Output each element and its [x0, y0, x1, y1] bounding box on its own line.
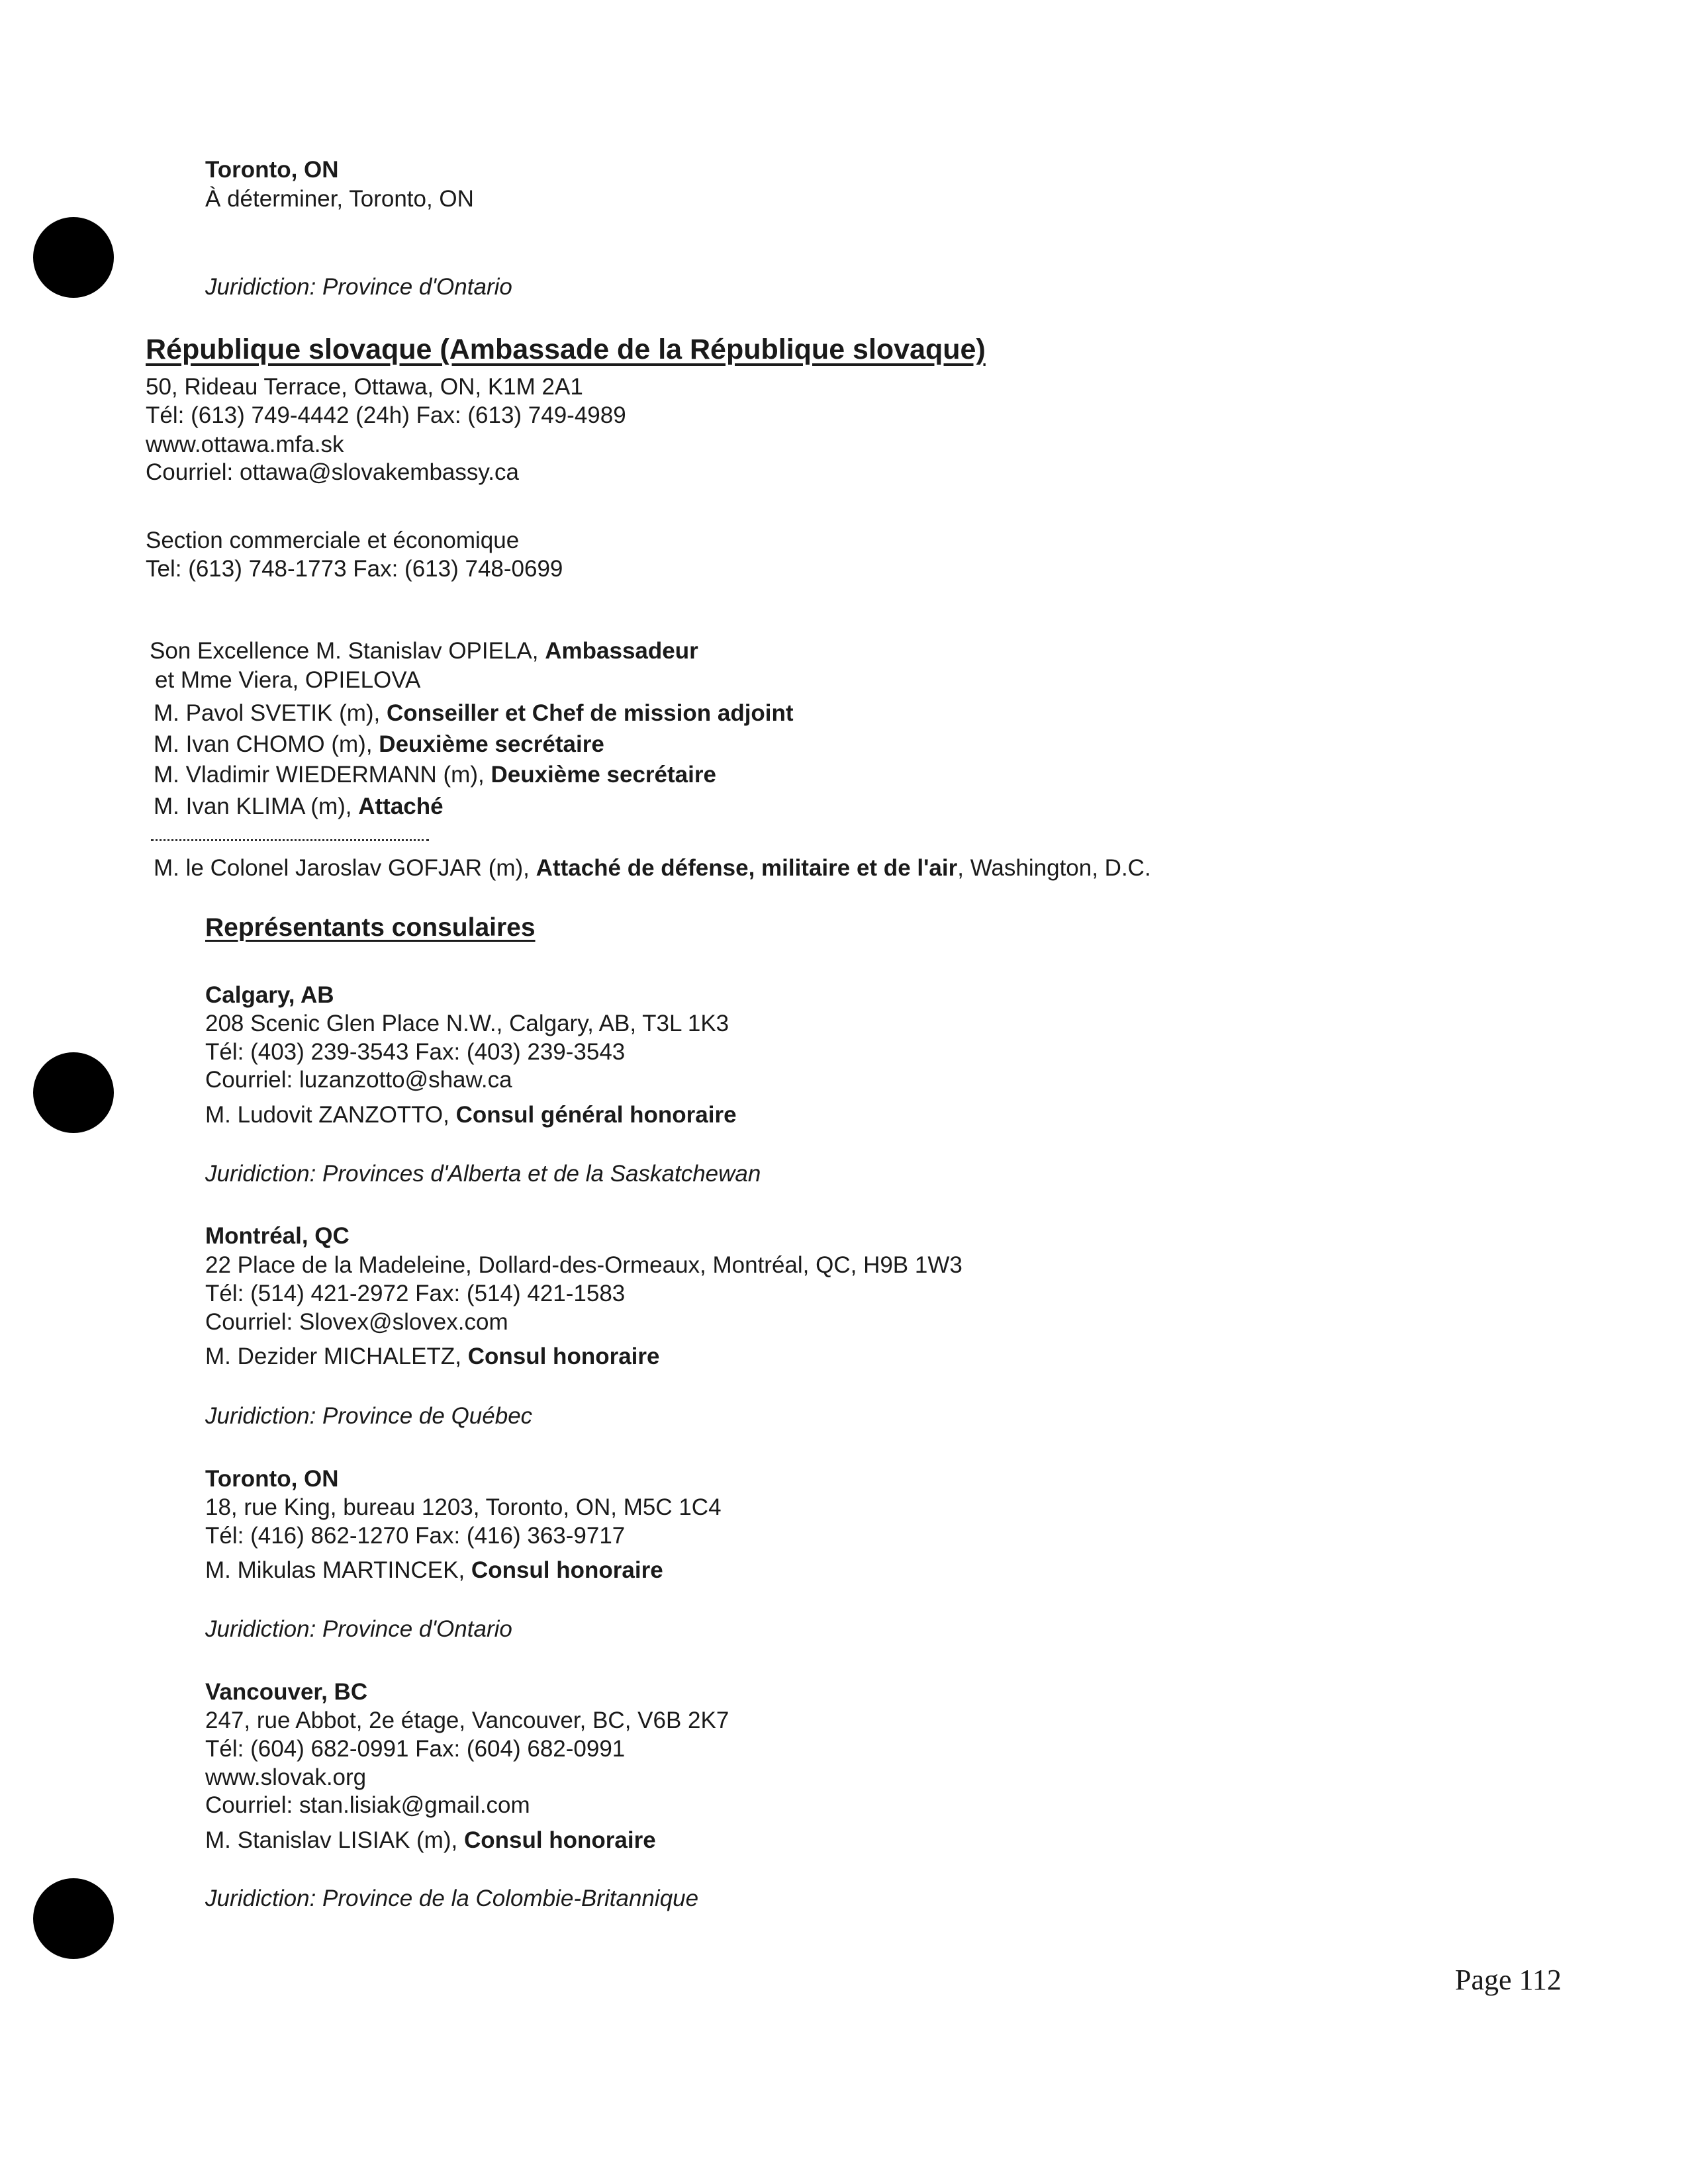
consulate-person: M. Mikulas MARTINCEK, — [205, 1557, 465, 1583]
punch-hole-bottom — [33, 1878, 114, 1959]
staff-name: M. Ivan CHOMO (m), — [154, 731, 373, 757]
staff-name: M. Pavol SVETIK (m), — [154, 700, 381, 726]
consulate-phone: Tél: (604) 682-0991 Fax: (604) 682-0991 — [205, 1736, 626, 1762]
consulate-title: Consul général honoraire — [455, 1102, 737, 1128]
staff-title: Deuxième secrétaire — [491, 762, 716, 788]
defense-attache-row — [154, 854, 1151, 883]
consulate-phone: Tél: (416) 862-1270 Fax: (416) 363-9717 — [205, 1523, 626, 1549]
consulate-city: Calgary, AB — [205, 982, 334, 1008]
consulate-email: Courriel: Slovex@slovex.com — [205, 1309, 508, 1335]
punch-hole-top — [33, 217, 114, 298]
staff-title: Attaché — [358, 794, 444, 819]
staff-row — [154, 730, 604, 759]
consulate-email: Courriel: stan.lisiak@gmail.com — [205, 1792, 530, 1818]
top-office-city: Toronto, ON — [205, 157, 339, 183]
defense-attache-location: , Washington, D.C. — [957, 855, 1151, 881]
consulate-person-row — [205, 1826, 656, 1855]
consular-heading: Représentants consulaires — [205, 913, 536, 942]
consulate-address: 22 Place de la Madeleine, Dollard-des-Ormeaux, Montréal, QC, H9B 1W3 — [205, 1252, 962, 1278]
consulate-address: 18, rue King, bureau 1203, Toronto, ON, M5C 1C4 — [205, 1494, 722, 1520]
staff-title: Deuxième secrétaire — [379, 731, 604, 757]
top-office-jurisdiction: Juridiction: Province d'Ontario — [205, 274, 512, 300]
consulate-address: 247, rue Abbot, 2e étage, Vancouver, BC, V6B 2K7 — [205, 1707, 729, 1733]
embassy-phone: Tél: (613) 749-4442 (24h) Fax: (613) 749-4989 — [146, 402, 626, 428]
dotted-separator — [151, 839, 429, 841]
consulate-email: Courriel: luzanzotto@shaw.ca — [205, 1067, 512, 1093]
consulate-phone: Tél: (514) 421-2972 Fax: (514) 421-1583 — [205, 1281, 626, 1306]
staff-row — [155, 666, 420, 695]
staff-name: et Mme Viera, OPIELOVA — [155, 667, 421, 693]
section-phone: Tel: (613) 748-1773 Fax: (613) 748-0699 — [146, 556, 563, 582]
staff-row — [154, 760, 716, 790]
consulate-person: M. Ludovit ZANZOTTO, — [205, 1102, 449, 1128]
consulate-title: Consul honoraire — [467, 1343, 660, 1369]
consulate-jurisdiction: Juridiction: Province de Québec — [205, 1403, 533, 1429]
staff-name: M. Vladimir WIEDERMANN (m), — [154, 762, 485, 788]
consulate-jurisdiction: Juridiction: Provinces d'Alberta et de la Saskatchewan — [205, 1161, 761, 1187]
staff-name: Son Excellence M. Stanislav OPIELA, — [150, 638, 539, 664]
consulate-city: Vancouver, BC — [205, 1679, 368, 1705]
staff-row — [150, 637, 698, 666]
defense-attache-name: M. le Colonel Jaroslav GOFJAR (m), — [154, 855, 530, 881]
consulate-person: M. Stanislav LISIAK (m), — [205, 1827, 458, 1853]
consulate-person-row — [205, 1101, 737, 1130]
staff-name: M. Ivan KLIMA (m), — [154, 794, 352, 819]
staff-title: Conseiller et Chef de mission adjoint — [387, 700, 794, 726]
embassy-address: 50, Rideau Terrace, Ottawa, ON, K1M 2A1 — [146, 374, 583, 400]
embassy-website: www.ottawa.mfa.sk — [146, 432, 344, 457]
punch-hole-middle — [33, 1052, 114, 1133]
consulate-city: Montréal, QC — [205, 1223, 350, 1249]
consulate-address: 208 Scenic Glen Place N.W., Calgary, AB, T3L 1K3 — [205, 1011, 729, 1036]
section-name: Section commerciale et économique — [146, 527, 520, 553]
staff-title: Ambassadeur — [545, 638, 698, 664]
page-number: Page 112 — [1455, 1964, 1562, 1996]
consulate-phone: Tél: (403) 239-3543 Fax: (403) 239-3543 — [205, 1039, 626, 1065]
consulate-person-row — [205, 1556, 663, 1585]
embassy-heading: République slovaque (Ambassade de la République slovaque) — [146, 334, 986, 365]
defense-attache-title: Attaché de défense, militaire et de l'air — [536, 855, 958, 881]
top-office-address: À déterminer, Toronto, ON — [205, 186, 474, 212]
consulate-title: Consul honoraire — [471, 1557, 663, 1583]
consulate-person-row — [205, 1342, 659, 1371]
consulate-jurisdiction: Juridiction: Province d'Ontario — [205, 1616, 512, 1642]
consulate-city: Toronto, ON — [205, 1466, 339, 1492]
staff-row — [154, 699, 794, 728]
staff-row — [154, 792, 444, 821]
consulate-jurisdiction: Juridiction: Province de la Colombie-Britannique — [205, 1886, 699, 1911]
consulate-person: M. Dezider MICHALETZ, — [205, 1343, 461, 1369]
consulate-website: www.slovak.org — [205, 1764, 367, 1790]
consulate-title: Consul honoraire — [463, 1827, 656, 1853]
embassy-email: Courriel: ottawa@slovakembassy.ca — [146, 459, 519, 485]
